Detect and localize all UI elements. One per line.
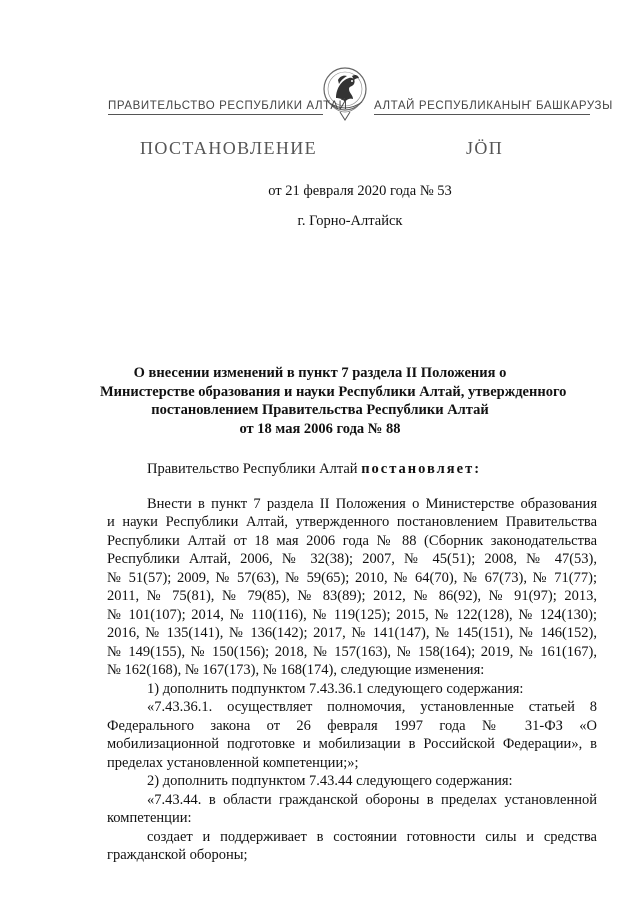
- item-2-heading: 2) дополнить подпунктом 7.43.44 следующего содержания:: [147, 773, 513, 789]
- body-line: 2016, № 135(141), № 136(142); 2017, № 141(147), № 145(151), № 146(152),: [107, 625, 597, 641]
- body-line: пределах установленной компетенции;»;: [107, 754, 359, 771]
- body-line: № 101(107); 2014, № 110(116), № 119(125); 2015, № 122(128), № 124(130);: [107, 606, 597, 623]
- title-line: О внесении изменений в пункт 7 раздела II Положения о: [133, 365, 507, 381]
- body-line: Внести в пункт 7 раздела II Положения о Министерстве образования: [147, 495, 597, 512]
- body-line: «7.43.36.1. осуществляет полномочия, установленные статьей 8: [147, 699, 597, 715]
- item-1: [107, 680, 597, 773]
- body-line: № 51(57); 2009, № 57(63), № 59(65); 2010, № 64(70), № 67(73), № 71(77);: [107, 569, 597, 586]
- resolves-word: постановляет:: [361, 461, 482, 477]
- document-body: [107, 460, 597, 865]
- document-date-number: от 21 февраля 2020 года № 53: [268, 183, 452, 199]
- body-line: компетенции:: [107, 810, 192, 826]
- government-name-russian: ПРАВИТЕЛЬСТВО РЕСПУБЛИКИ АЛТАЙ: [108, 100, 348, 112]
- body-line: мобилизационной подготовке и мобилизации в Российской Федерации», в: [107, 736, 597, 752]
- header-divider-right: [374, 114, 590, 115]
- document-type-russian: ПОСТАНОВЛЕНИЕ: [140, 138, 318, 158]
- coat-of-arms-icon: [322, 62, 368, 122]
- government-name-altai: АЛТАЙ РЕСПУБЛИКАНЫҤ БАШКАРУЗЫ: [374, 100, 613, 112]
- item-1-heading: 1) дополнить подпунктом 7.43.36.1 следующего содержания:: [147, 680, 524, 697]
- resolves-paragraph: [107, 460, 597, 479]
- body-line: Республики Алтай, 2006, № 32(38); 2007, № 45(51); 2008, № 47(53),: [107, 551, 597, 567]
- body-line: Федерального закона от 26 февраля 1997 года № 31-ФЗ «О: [107, 717, 597, 734]
- body-line: «7.43.44. в области гражданской обороны в пределах установленной: [147, 791, 597, 808]
- body-line: 2011, № 75(81), № 79(85), № 83(89); 2012, № 86(92), № 91(97); 2013,: [107, 588, 597, 604]
- document-title: [100, 364, 567, 438]
- body-line: № 149(155), № 150(156); 2018, № 157(163), № 158(164); 2019, № 161(167),: [107, 643, 597, 660]
- title-line: от 18 мая 2006 года № 88: [239, 420, 401, 437]
- document-city: г. Горно-Алтайск: [297, 213, 403, 229]
- document-type-altai: ЈӦП: [466, 138, 504, 158]
- intro-paragraph: [107, 495, 597, 680]
- item-2: [107, 772, 597, 865]
- body-line: создает и поддерживает в состоянии готовности силы и средства: [147, 828, 597, 845]
- title-line: Министерстве образования и науки Республики Алтай, утвержденного: [100, 383, 567, 400]
- title-line: постановлением Правительства Республики Алтай: [151, 402, 489, 418]
- body-line: и науки Республики Алтай, утвержденного постановлением Правительства: [107, 514, 597, 530]
- body-line: № 162(168), № 167(173), № 168(174), следующие изменения:: [107, 662, 485, 678]
- header-divider-left: [108, 114, 323, 115]
- body-line: Республики Алтай от 18 мая 2006 года № 88 (Сборник законодательства: [107, 532, 597, 549]
- resolves-prefix: Правительство Республики Алтай: [147, 461, 362, 477]
- body-line: гражданской обороны;: [107, 847, 248, 863]
